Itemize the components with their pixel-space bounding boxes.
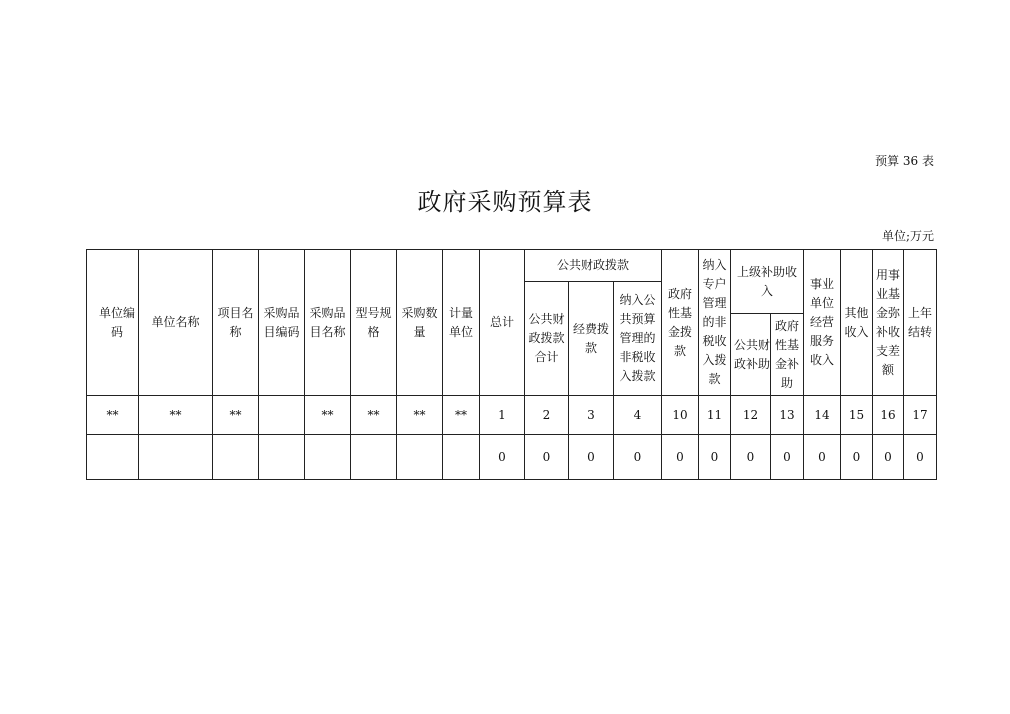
code-cell: ** (305, 396, 351, 435)
code-cell: ** (397, 396, 443, 435)
header-non-tax-budget: 纳入公共预算管理的非税收入拨款 (614, 282, 662, 396)
code-cell: ** (139, 396, 213, 435)
header-public-fiscal: 公共财政拨款 (525, 250, 662, 282)
value-cell: 0 (480, 435, 525, 480)
value-cell (87, 435, 139, 480)
budget-table (86, 249, 937, 480)
page-title: 政府采购预算表 (417, 188, 593, 216)
code-cell: 17 (904, 396, 937, 435)
value-row (87, 435, 937, 480)
code-cell: ** (351, 396, 397, 435)
code-cell: 15 (841, 396, 873, 435)
form-number: 预算 36 表 (875, 154, 934, 168)
header-fund-deficit: 用事业基金弥补收支差额 (873, 250, 904, 396)
header-superior-subsidy: 上级补助收入 (731, 250, 804, 314)
value-cell (397, 435, 443, 480)
code-cell (259, 396, 305, 435)
value-cell (443, 435, 480, 480)
header-item-code: 采购品目编码 (259, 250, 305, 396)
code-cell: 12 (731, 396, 771, 435)
header-measure-unit: 计量单位 (443, 250, 480, 396)
header-model-spec: 型号规格 (351, 250, 397, 396)
header-item-name: 采购品目名称 (305, 250, 351, 396)
code-cell: 3 (569, 396, 614, 435)
code-cell: 2 (525, 396, 569, 435)
code-cell: 16 (873, 396, 904, 435)
header-project-name: 项目名称 (213, 250, 259, 396)
value-cell: 0 (525, 435, 569, 480)
value-cell (259, 435, 305, 480)
value-cell: 0 (904, 435, 937, 480)
value-cell: 0 (569, 435, 614, 480)
value-cell: 0 (804, 435, 841, 480)
value-cell (213, 435, 259, 480)
code-row (87, 396, 937, 435)
code-cell: 4 (614, 396, 662, 435)
header-public-fiscal-total: 公共财政拨款合计 (525, 282, 569, 396)
header-gov-fund: 政府性基金拨款 (662, 250, 699, 396)
code-cell: 11 (699, 396, 731, 435)
header-special-non-tax: 纳入专户管理的非税收入拨款 (699, 250, 731, 396)
value-cell: 0 (873, 435, 904, 480)
code-cell: 1 (480, 396, 525, 435)
code-cell: 13 (771, 396, 804, 435)
header-last-year-carryover: 上年结转 (904, 250, 937, 396)
value-cell (305, 435, 351, 480)
code-cell: 14 (804, 396, 841, 435)
code-cell: ** (87, 396, 139, 435)
header-unit-name: 单位名称 (139, 250, 213, 396)
header-quantity: 采购数量 (397, 250, 443, 396)
value-cell: 0 (614, 435, 662, 480)
code-cell: 10 (662, 396, 699, 435)
header-total: 总计 (480, 250, 525, 396)
value-cell: 0 (841, 435, 873, 480)
header-gov-fund-subsidy: 政府性基金补助 (771, 314, 804, 396)
value-cell: 0 (731, 435, 771, 480)
value-cell: 0 (662, 435, 699, 480)
header-other-income: 其他收入 (841, 250, 873, 396)
unit-label: 单位;万元 (881, 229, 934, 243)
value-cell (139, 435, 213, 480)
value-cell (351, 435, 397, 480)
value-cell: 0 (699, 435, 731, 480)
value-cell: 0 (771, 435, 804, 480)
header-unit-code: 单位编码 (87, 250, 139, 396)
code-cell: ** (213, 396, 259, 435)
header-business-income: 事业单位经营服务收入 (804, 250, 841, 396)
header-public-fiscal-subsidy: 公共财政补助 (731, 314, 771, 396)
header-expense-allocation: 经费拨款 (569, 282, 614, 396)
code-cell: ** (443, 396, 480, 435)
